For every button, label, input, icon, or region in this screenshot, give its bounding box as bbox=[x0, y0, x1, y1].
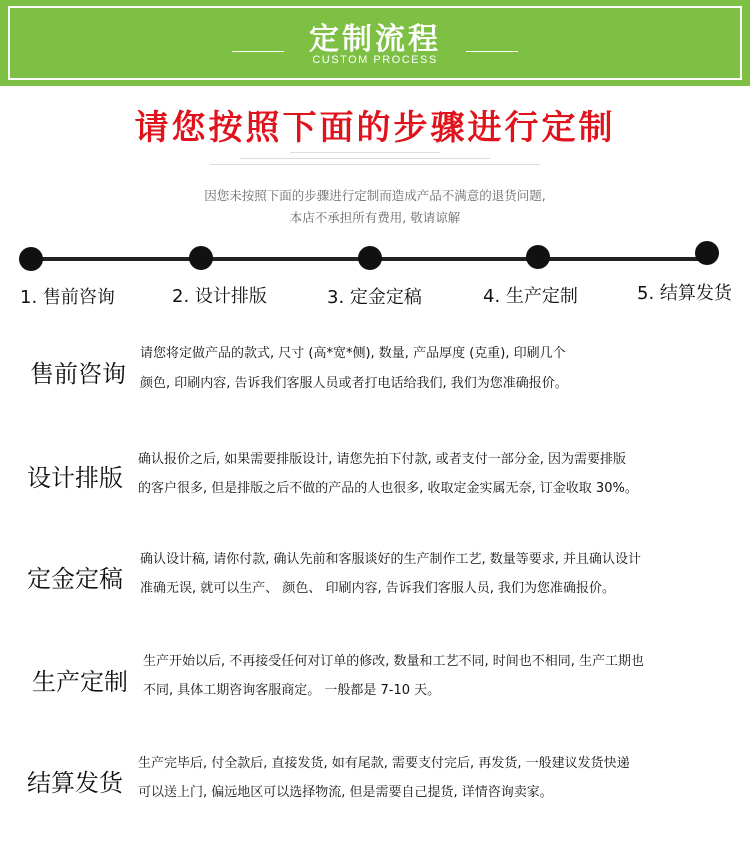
step-dot-1 bbox=[19, 247, 43, 271]
section-title: 设计排版 bbox=[27, 464, 123, 492]
faint-decoration bbox=[200, 148, 550, 168]
section-title: 售前咨询 bbox=[30, 360, 126, 388]
section-design bbox=[0, 446, 750, 506]
section-text-line-2: 颜色, 印刷内容, 告诉我们客服人员或者打电话给我们, 我们为您准确报价。 bbox=[140, 376, 568, 391]
section-payment-shipping bbox=[0, 750, 750, 810]
step-label-1: 1. 售前咨询 bbox=[20, 287, 115, 308]
section-title: 生产定制 bbox=[32, 668, 128, 696]
step-dot-2 bbox=[189, 246, 213, 270]
banner-divider-right bbox=[466, 51, 518, 52]
section-presale bbox=[0, 340, 750, 400]
step-label-4: 4. 生产定制 bbox=[483, 286, 578, 307]
step-label-5: 5. 结算发货 bbox=[637, 283, 732, 304]
step-label-2: 2. 设计排版 bbox=[172, 286, 267, 307]
banner-subtitle: CUSTOM PROCESS bbox=[312, 54, 438, 66]
section-text-line-2: 的客户很多, 但是排版之后不做的产品的人也很多, 收取定金实属无奈, 订金收取 30%。 bbox=[138, 481, 638, 496]
headline: 请您按照下面的步骤进行定制 bbox=[134, 108, 616, 148]
notice-line-1: 因您未按照下面的步骤进行定制而造成产品不满意的退货问题, bbox=[204, 188, 546, 203]
section-text-line-2: 准确无误, 就可以生产、 颜色、 印刷内容, 告诉我们客服人员, 我们为您准确报价。 bbox=[140, 581, 616, 596]
section-production bbox=[0, 648, 750, 708]
section-deposit bbox=[0, 546, 750, 606]
step-dot-4 bbox=[526, 245, 550, 269]
section-text-line-2: 可以送上门, 偏远地区可以选择物流, 但是需要自己提货, 详情咨询卖家。 bbox=[138, 785, 553, 800]
step-label-3: 3. 定金定稿 bbox=[327, 287, 422, 308]
section-text-line-1: 生产开始以后, 不再接受任何对订单的修改, 数量和工艺不同, 时间也不相同, 生产工期也 bbox=[143, 654, 645, 669]
section-text-line-1: 请您将定做产品的款式, 尺寸 (高*宽*侧), 数量, 产品厚度 (克重), 印刷几个 bbox=[140, 346, 566, 361]
section-text-line-2: 不同, 具体工期咨询客服商定。 一般都是 7-10 天。 bbox=[143, 683, 441, 698]
banner-title: 定制流程 bbox=[309, 22, 441, 57]
notice-line-2: 本店不承担所有费用, 敬请谅解 bbox=[289, 210, 461, 225]
title-banner bbox=[0, 0, 750, 86]
banner-divider-left bbox=[232, 51, 284, 52]
section-title: 定金定稿 bbox=[27, 565, 123, 593]
section-title: 结算发货 bbox=[27, 769, 123, 797]
section-text-line-1: 生产完毕后, 付全款后, 直接发货, 如有尾款, 需要支付完后, 再发货, 一般建议发货快递 bbox=[138, 756, 630, 771]
step-dot-5 bbox=[695, 241, 719, 265]
section-text-line-1: 确认报价之后, 如果需要排版设计, 请您先拍下付款, 或者支付一部分金, 因为需要排版 bbox=[138, 452, 627, 467]
step-timeline bbox=[0, 240, 750, 310]
step-dot-3 bbox=[358, 246, 382, 270]
section-text-line-1: 确认设计稿, 请你付款, 确认先前和客服谈好的生产制作工艺, 数量等要求, 并且确认设计 bbox=[140, 552, 642, 567]
